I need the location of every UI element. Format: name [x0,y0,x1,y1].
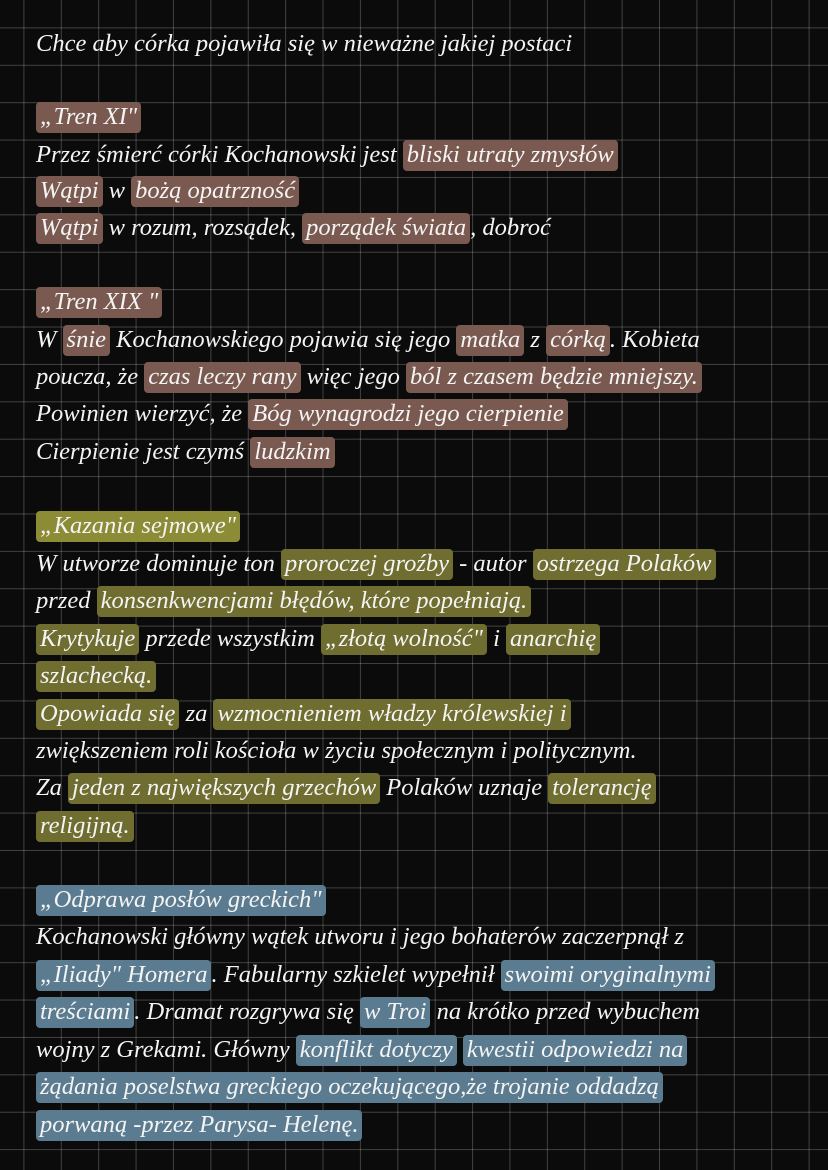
text-segment: przede wszystkim [139,625,321,652]
highlight-segment: matka [456,325,524,356]
text-segment: i [486,625,507,652]
highlight-segment: szlachecką. [36,661,156,692]
kazania-line-7 [36,771,656,805]
tren-xix-heading [36,285,162,319]
text-segment: z [524,326,547,353]
tren-xix-title: „Tren XIX " [36,287,162,318]
highlight-segment: Bóg wynagrodzi jego cierpienie [248,399,567,430]
highlight-segment: Wątpi [36,176,103,207]
tren-xi-title: „Tren XI" [36,102,141,133]
tren-xi-line-3 [36,211,551,245]
text-segment: więc jego [300,363,406,390]
text-segment: . Dramat rozgrywa się [134,998,361,1025]
text-segment: za [179,700,214,727]
text-segment: Za [36,774,69,801]
text-segment: Cierpienie jest czymś [36,438,251,465]
highlight-segment: „złotą wolność" [321,624,487,655]
tren-xi-line-2 [36,174,299,208]
text-segment: na krótko przed wybuchem [430,998,700,1025]
text-segment: wojny z Grekami. Główny [36,1036,296,1063]
text-segment: w rozum, rozsądek, [102,214,303,241]
highlight-segment: religijną. [36,811,134,842]
highlight-segment: porządek świata [302,213,470,244]
tren-xix-line-4 [36,435,335,469]
kazania-title: „Kazania sejmowe" [36,511,240,542]
odprawa-line-2 [36,958,715,992]
kazania-line-3 [36,622,600,656]
highlight-segment: proroczej groźby [281,549,453,580]
text-segment: . Fabularny szkielet wypełnił [211,961,501,988]
odprawa-line-4 [36,1033,687,1067]
tren-xix-line-2 [36,360,702,394]
highlight-segment: tolerancję [548,773,655,804]
tren-xi-heading [36,100,141,134]
odprawa-line-6 [36,1108,362,1142]
odprawa-line-5 [36,1070,663,1104]
text-segment: w [102,177,132,204]
text-segment: W [36,326,63,353]
highlight-segment: śnie [63,325,110,356]
highlight-segment: jeden z największych grzechów [68,773,380,804]
kazania-line-5 [36,697,571,731]
text-segment: Przez śmierć córki Kochanowski jest [36,141,403,168]
text-segment: Powinien wierzyć, że [36,400,249,427]
kazania-line-4 [36,659,156,693]
highlight-segment: konflikt dotyczy [296,1035,457,1066]
text-segment: Polaków uznaje [380,774,549,801]
highlight-segment: swoimi oryginalnymi [501,960,715,991]
text-segment: - autor [453,550,533,577]
text-segment: Kochanowskiego pojawia się jego [110,326,457,353]
text-segment: zwiększeniem roli kościoła w życiu społecznym i politycznym. [36,737,637,764]
text-segment: Kochanowski główny wątek utworu i jego bohaterów zaczerpnął z [36,923,684,950]
tren-xix-line-1 [36,323,700,357]
highlight-segment: żądania poselstwa greckiego oczekującego,że trojanie oddadzą [36,1072,663,1103]
intro-text: Chce aby córka pojawiła się w nieważne jakiej postaci [36,30,573,57]
highlight-segment: Opowiada się [36,699,179,730]
odprawa-heading [36,883,326,917]
highlight-segment: Wątpi [36,213,103,244]
highlight-segment: anarchię [506,624,600,655]
highlight-segment: w Troi [360,997,430,1028]
highlight-segment: treściami [36,997,134,1028]
text-segment: . Kobieta [609,326,700,353]
highlight-segment: konsenkwencjami błędów, które popełniają. [97,586,532,617]
highlight-segment: ból z czasem będzie mniejszy. [406,362,702,393]
highlight-segment: czas leczy rany [144,362,300,393]
kazania-line-8 [36,809,134,843]
odprawa-line-3 [36,995,700,1029]
highlight-segment: wzmocnieniem władzy królewskiej i [213,699,570,730]
odprawa-title: „Odprawa posłów greckich" [36,885,326,916]
highlight-segment: Krytykuje [36,624,139,655]
highlight-segment: kwestii odpowiedzi na [463,1035,687,1066]
kazania-line-6 [36,734,637,768]
tren-xi-line-1 [36,138,618,172]
kazania-heading [36,509,240,543]
highlight-segment: bliski utraty zmysłów [403,140,618,171]
intro-line [36,27,572,61]
tren-xix-line-3 [36,397,568,431]
odprawa-line-1 [36,920,684,954]
kazania-line-1 [36,547,716,581]
highlight-segment: bożą opatrzność [131,176,299,207]
text-segment [457,1036,463,1063]
text-segment: przed [36,587,97,614]
highlight-segment: ludzkim [250,437,334,468]
text-segment: poucza, że [36,363,145,390]
text-segment: W utworze dominuje ton [36,550,281,577]
text-segment: , dobroć [470,214,551,241]
kazania-line-2 [36,584,531,618]
highlight-segment: „Iliady" Homera [36,960,211,991]
highlight-segment: porwaną -przez Parysa- Helenę. [36,1110,362,1141]
highlight-segment: ostrzega Polaków [533,549,716,580]
highlight-segment: córką [546,325,610,356]
